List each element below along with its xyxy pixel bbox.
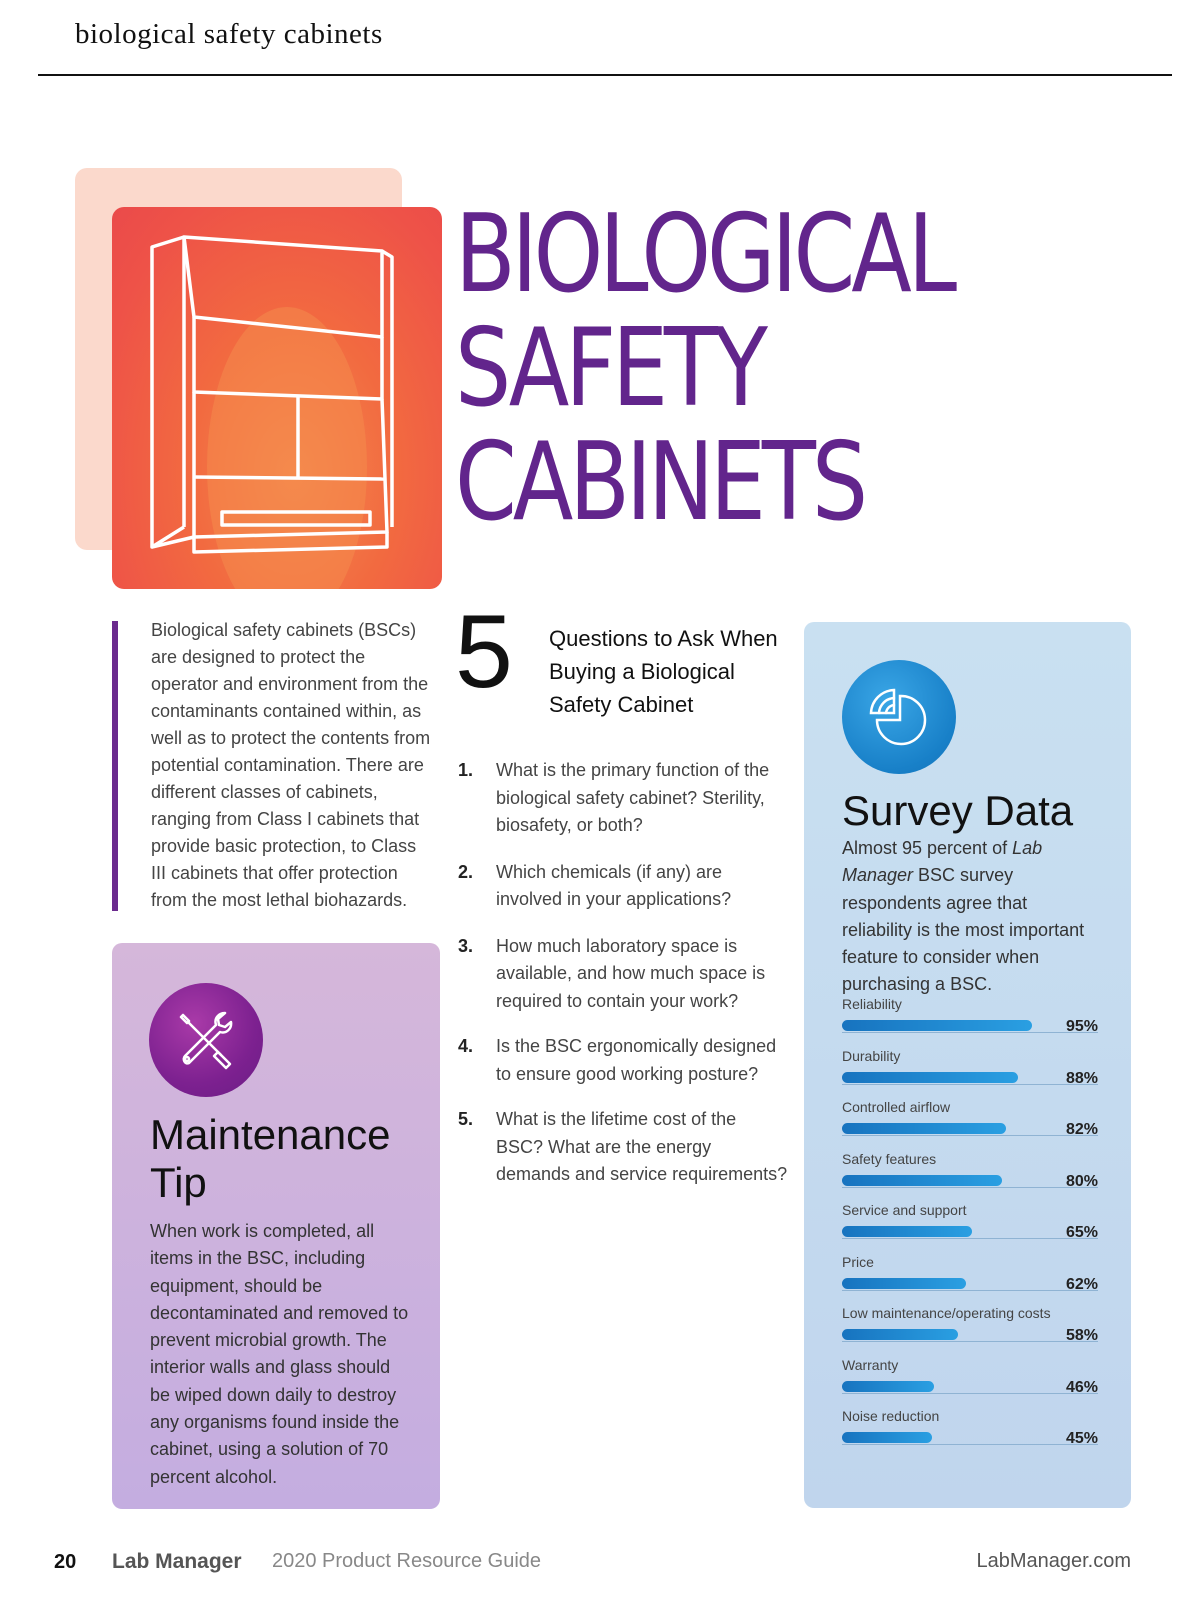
question-item bbox=[458, 1033, 788, 1088]
survey-stat-bar bbox=[842, 1381, 934, 1392]
survey-stat-row bbox=[842, 1351, 1098, 1403]
question-item bbox=[458, 1106, 788, 1189]
question-number: 4. bbox=[458, 1036, 474, 1056]
question-text: What is the primary function of the biological safety cabinet? Sterility, biosafety, or both? bbox=[496, 760, 770, 835]
survey-title: Survey Data bbox=[842, 787, 1074, 834]
survey-desc-pre: Almost 95 percent of bbox=[842, 838, 1013, 858]
survey-stat-bar bbox=[842, 1329, 958, 1340]
maintenance-tip-box bbox=[112, 943, 440, 1509]
survey-stat-label: Safety features bbox=[842, 1150, 937, 1167]
survey-stat-label: Warranty bbox=[842, 1356, 899, 1373]
footer-brand: Lab Manager bbox=[112, 1550, 242, 1573]
survey-stat-bar bbox=[842, 1278, 966, 1289]
survey-stat-bar bbox=[842, 1072, 1018, 1083]
survey-stat-value: 95% bbox=[1065, 1018, 1098, 1035]
question-number: 2. bbox=[458, 861, 474, 882]
survey-stat-bar bbox=[842, 1175, 1002, 1186]
survey-stat-row bbox=[842, 1093, 1098, 1145]
survey-bar-list bbox=[842, 990, 1098, 1454]
questions-number: 5 bbox=[455, 594, 513, 710]
survey-stat-row bbox=[842, 1145, 1098, 1197]
question-item bbox=[458, 859, 788, 914]
survey-stat-rule bbox=[842, 1032, 1098, 1033]
survey-stat-row bbox=[842, 1248, 1098, 1300]
survey-desc-em: Lab Manager bbox=[842, 838, 1043, 886]
survey-stat-value: 80% bbox=[1065, 1172, 1098, 1190]
tools-icon bbox=[149, 983, 263, 1097]
question-text: Which chemicals (if any) are involved in your applications? bbox=[496, 861, 732, 909]
survey-description bbox=[842, 835, 1102, 999]
survey-stat-bar bbox=[842, 1226, 972, 1237]
survey-stat-rule bbox=[842, 1135, 1098, 1136]
survey-stat-label: Controlled airflow bbox=[842, 1099, 951, 1115]
survey-stat-row bbox=[842, 990, 1098, 1042]
survey-stat-label: Durability bbox=[842, 1047, 901, 1064]
survey-stat-label: Noise reduction bbox=[842, 1408, 940, 1424]
title-line: CABINETS bbox=[455, 420, 865, 545]
question-text: Is the BSC ergonomically designed to ensure good working posture? bbox=[496, 1036, 777, 1084]
question-text: What is the lifetime cost of the BSC? What are the energy demands and service requirements? bbox=[496, 1109, 788, 1184]
survey-stat-row bbox=[842, 1196, 1098, 1248]
question-number: 1. bbox=[458, 760, 474, 780]
survey-stat-label: Price bbox=[842, 1253, 874, 1270]
page-title bbox=[455, 192, 953, 545]
survey-stat-label: Low maintenance/operating costs bbox=[842, 1305, 1051, 1321]
questions-list bbox=[458, 757, 788, 1189]
survey-stat-row bbox=[842, 1299, 1098, 1351]
survey-stat-row bbox=[842, 1042, 1098, 1094]
survey-stat-rule bbox=[842, 1238, 1098, 1239]
header-rule bbox=[38, 74, 1172, 76]
intro-paragraph: Biological safety cabinets (BSCs) are designed to protect the operator and environment from the contaminants contained within, as well as to protect the contents from potential contamination. There are different classes of cabinets, ranging from Class I cabinets that provide basic protection, to Class III cabinets that offer protection from the most lethal biohazards. bbox=[151, 620, 431, 910]
question-item bbox=[458, 757, 788, 840]
maintenance-title: Maintenance Tip bbox=[150, 1111, 391, 1206]
survey-stat-value: 65% bbox=[1065, 1224, 1098, 1241]
survey-data-box bbox=[804, 622, 1131, 1508]
survey-stat-rule bbox=[842, 1187, 1098, 1188]
survey-desc-post: BSC survey respondents agree that reliability is the most important feature to consider when purchasing a BSC. bbox=[842, 865, 1085, 995]
survey-stat-bar bbox=[842, 1432, 932, 1443]
safety-cabinet-icon bbox=[112, 207, 442, 589]
page-number: 20 bbox=[54, 1551, 77, 1573]
survey-stat-value: 45% bbox=[1065, 1430, 1098, 1447]
footer-guide: 2020 Product Resource Guide bbox=[272, 1550, 542, 1572]
questions-heading: Questions to Ask When Buying a Biological Safety Cabinet bbox=[549, 626, 778, 717]
hero-illustration bbox=[112, 207, 442, 589]
intro-accent-bar bbox=[112, 621, 118, 911]
pie-chart-icon bbox=[842, 660, 956, 774]
survey-stat-rule bbox=[842, 1444, 1098, 1445]
maintenance-body: When work is completed, all items in the BSC, including equipment, should be decontaminated and removed to prevent microbial growth. The interior walls and glass should be wiped down daily to destroy any organisms found inside the cabinet, using a solution of 70 percent alcohol. bbox=[150, 1221, 409, 1487]
question-text: How much laboratory space is available, and how much space is required to contain your work? bbox=[496, 935, 766, 1011]
survey-stat-value: 88% bbox=[1065, 1069, 1098, 1087]
title-line: BIOLOGICAL bbox=[455, 192, 953, 317]
survey-stat-value: 46% bbox=[1065, 1378, 1098, 1396]
survey-stat-rule bbox=[842, 1290, 1098, 1291]
survey-stat-label: Reliability bbox=[842, 996, 902, 1012]
survey-stat-bar bbox=[842, 1123, 1006, 1134]
running-head: biological safety cabinets bbox=[75, 18, 383, 50]
survey-stat-value: 82% bbox=[1065, 1121, 1098, 1138]
survey-stat-rule bbox=[842, 1084, 1098, 1085]
survey-stat-value: 62% bbox=[1065, 1275, 1098, 1293]
survey-stat-label: Service and support bbox=[842, 1202, 967, 1218]
footer-site: LabManager.com bbox=[976, 1550, 1131, 1572]
question-item bbox=[458, 933, 788, 1016]
survey-stat-value: 58% bbox=[1065, 1327, 1098, 1344]
survey-stat-bar bbox=[842, 1020, 1032, 1031]
question-number: 5. bbox=[458, 1109, 474, 1129]
survey-stat-row bbox=[842, 1402, 1098, 1454]
survey-stat-rule bbox=[842, 1393, 1098, 1394]
survey-stat-rule bbox=[842, 1341, 1098, 1342]
question-number: 3. bbox=[458, 935, 474, 956]
title-line: SAFETY bbox=[455, 306, 764, 431]
